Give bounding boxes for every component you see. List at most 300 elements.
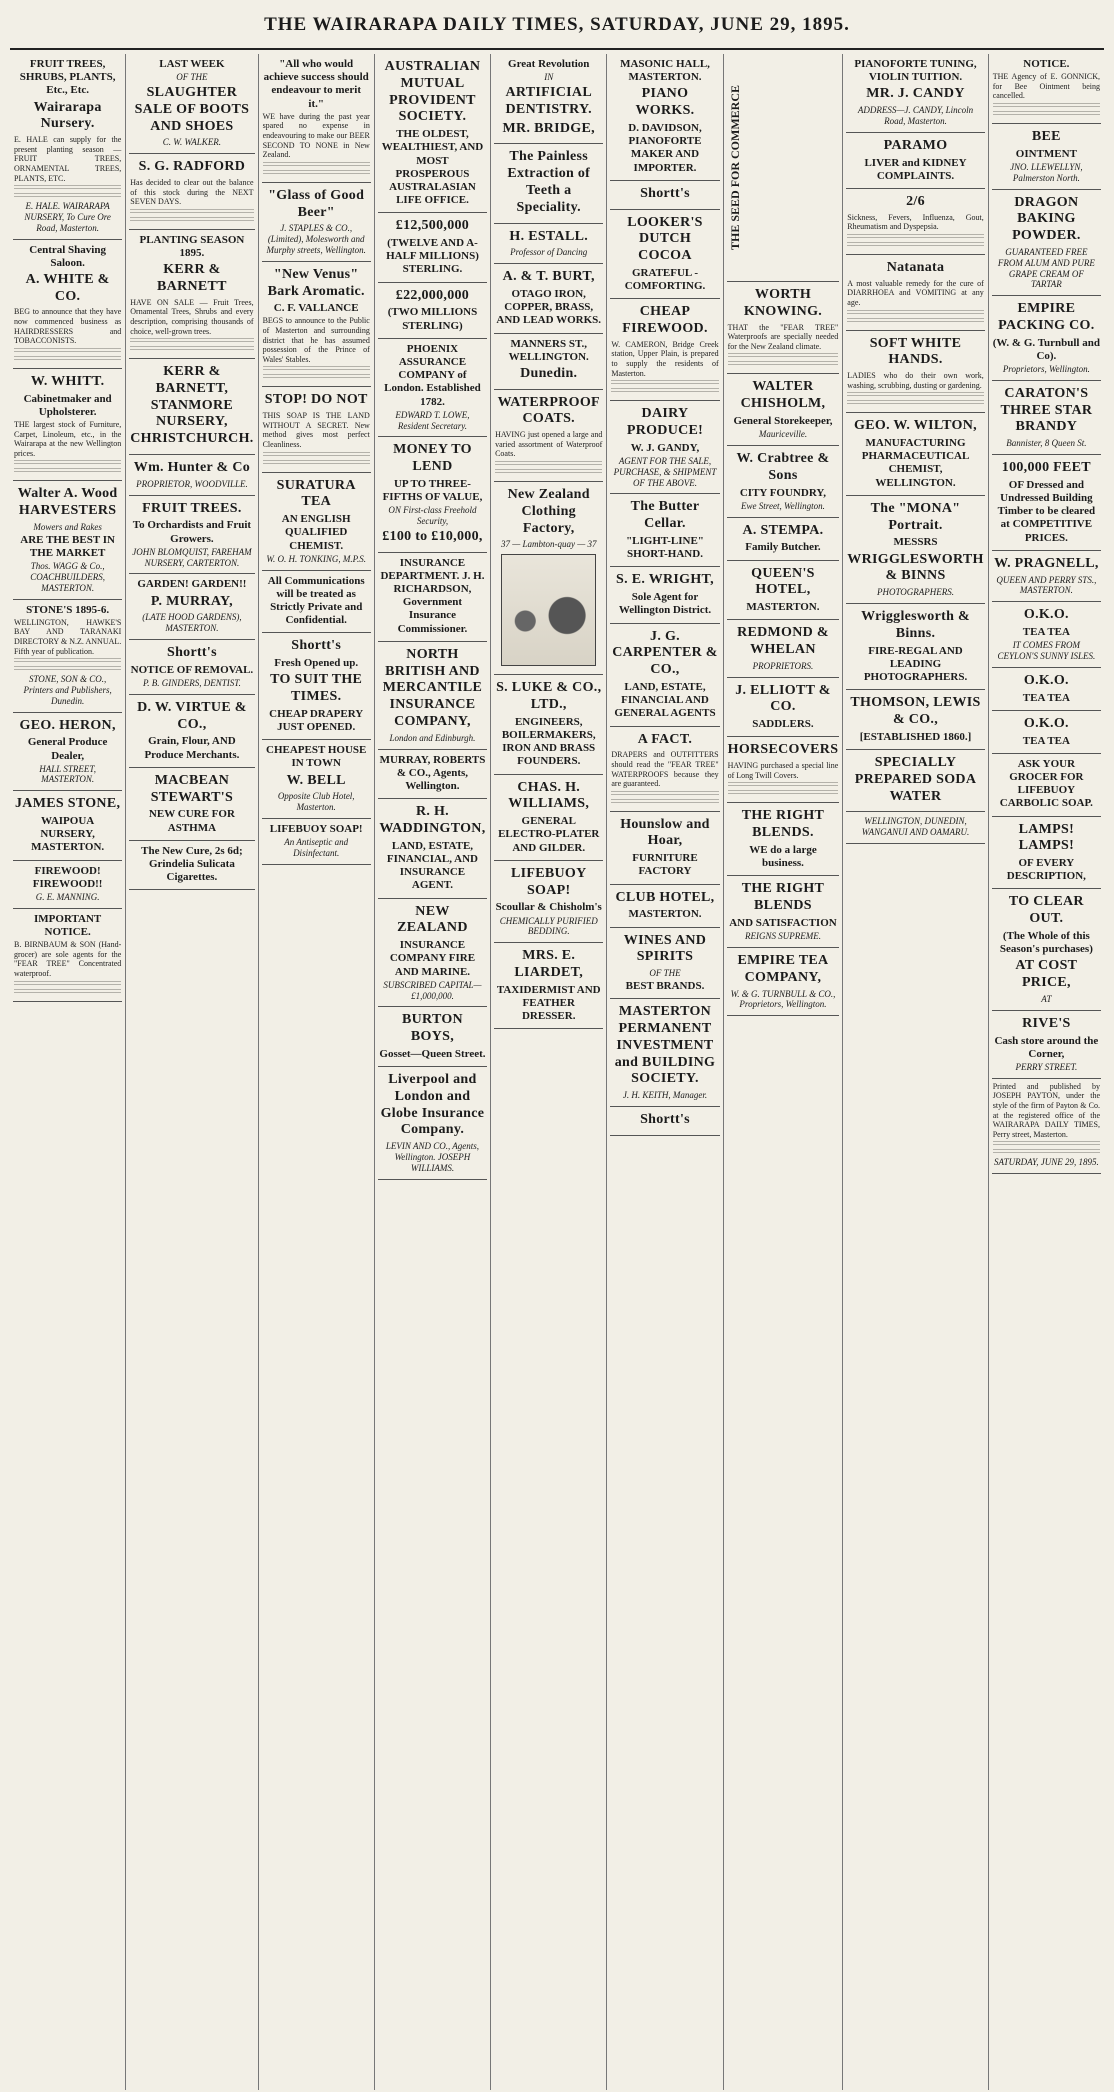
ad-big: Dunedin. (520, 365, 578, 381)
advertisement (846, 189, 984, 255)
ad-head: Central Shaving Saloon. (29, 243, 106, 269)
advertisement (494, 264, 603, 333)
ad-big: Liverpool and London and Globe Insurance Company. (380, 1072, 485, 1138)
ad-head: OINTMENT (1015, 147, 1077, 160)
text-filler (847, 234, 983, 240)
advertisement (13, 861, 122, 909)
ad-sub: London and Edinburgh. (389, 732, 476, 743)
ad-big: Shortt's (640, 185, 690, 201)
ad-sub: AT (1041, 994, 1052, 1005)
ad-big: BEE (1031, 128, 1061, 144)
ad-head: "LIGHT-LINE" SHORT-HAND. (626, 535, 704, 561)
advertisement (378, 642, 487, 750)
ad-head: Grain, Flour, AND Produce Merchants. (144, 735, 240, 761)
ad-sign: P. B. GINDERS, DENTIST. (142, 678, 241, 688)
ad-big: W. Crabtree & Sons (736, 450, 830, 483)
ad-big: O.K.O. (1023, 607, 1069, 623)
text-filler (847, 242, 983, 248)
ad-sub: (LATE HOOD GARDENS), MASTERTON. (142, 612, 242, 634)
ad-sign: SATURDAY, JUNE 29, 1895. (993, 1157, 1099, 1168)
ad-big: New Zealand Clothing Factory, (507, 487, 590, 536)
advertisement (494, 482, 603, 675)
advertisement (992, 455, 1101, 551)
ad-big2: TO SUIT THE TIMES. (270, 672, 363, 705)
ad-head: FRUIT TREES, SHRUBS, PLANTS, Etc., Etc. (19, 58, 116, 97)
ad-big: D. W. VIRTUE & CO., (137, 699, 247, 732)
ad-sub: IT COMES FROM CEYLON'S SUNNY ISLES. (997, 640, 1096, 661)
advertisement (494, 775, 603, 861)
ad-big: JAMES STONE, (15, 796, 121, 812)
advertisement (494, 675, 603, 774)
ad-head: C. F. VALLANCE (273, 302, 359, 315)
ad-sub: PROPRIETORS. (752, 660, 814, 671)
advertisement (610, 401, 719, 494)
ad-head: "All who would achieve success should endeavour to merit it." (263, 58, 369, 110)
ad-big: Hounslow and Hoar, (620, 816, 710, 849)
advertisement (378, 213, 487, 282)
masthead (10, 14, 1104, 50)
ad-big: MACBEAN STEWART'S (150, 772, 234, 805)
advertisement (992, 381, 1101, 455)
advertisement (992, 1011, 1101, 1079)
advertisement (727, 737, 840, 803)
advertisement (378, 1067, 487, 1180)
ad-sign: J. H. KEITH, Manager. (622, 1090, 708, 1101)
advertisement (727, 446, 840, 518)
ad-big: Walter A. Wood HARVESTERS (17, 486, 118, 519)
text-filler (611, 799, 718, 805)
text-filler (495, 469, 602, 475)
ad-head: Great Revolution (508, 58, 590, 70)
ad-head: Family Butcher. (745, 541, 821, 554)
ad-body: DRAPERS and OUTFITTERS should read the "FEAR TREE" WATERPROOFS because they are guaranteed. (611, 750, 719, 789)
ad-head: UP TO THREE-FIFTHS OF VALUE, (382, 477, 483, 504)
text-filler (130, 346, 253, 352)
advertisement (727, 803, 840, 876)
ad-big: A. STEMPA. (742, 522, 824, 538)
text-filler (263, 452, 370, 458)
advertisement (727, 620, 840, 677)
ad-head: General Storekeeper, (733, 414, 833, 427)
ad-head: TEA TEA (1022, 691, 1070, 704)
advertisement (13, 713, 122, 792)
ad-body: WELLINGTON, HAWKE'S BAY AND TARANAKI DIRECTORY & N.Z. ANNUAL. Fifth year of publication. (14, 617, 122, 656)
ad-head: MANNERS ST., WELLINGTON. (508, 337, 589, 363)
ad-big: A. WHITE & CO. (25, 271, 110, 304)
text-filler (993, 103, 1100, 109)
ad-rotated: THE SEED FOR COMMERCE (727, 84, 742, 250)
ad-big: REDMOND & WHELAN (737, 625, 829, 658)
ad-head: INSURANCE DEPARTMENT. J. H. RICHARDSON, Government Insurance Commissioner. (380, 556, 485, 635)
advertisement (262, 54, 371, 183)
advertisement (378, 339, 487, 438)
advertisement (378, 750, 487, 800)
advertisement (610, 999, 719, 1107)
ad-big: CARATON'S THREE STAR BRANDY (1000, 385, 1093, 435)
ad-body: Sickness, Fevers, Influenza, Gout, Rheumatism and Dyspepsia. (847, 212, 984, 232)
ad-big: DRAGON BAKING POWDER. (1012, 194, 1081, 244)
ad-big: SPECIALLY PREPARED SODA WATER (854, 754, 977, 804)
text-filler (263, 170, 370, 176)
ad-body: BEGS to announce to the Public of Masterton and surrounding district that he has assumed possession of the Prince of Wales' Stables. (262, 316, 370, 364)
ad-sub: AGENT FOR THE SALE, PURCHASE, & SHIPMENT OF THE ABOVE. (613, 456, 717, 488)
ad-head: Cash store around the Corner, (994, 1034, 1099, 1060)
advertisement (846, 750, 984, 812)
text-filler (130, 338, 253, 344)
ad-big: O.K.O. (1023, 672, 1069, 688)
ad-sub: Professor of Dancing (510, 247, 588, 258)
advertisement (610, 210, 719, 300)
ad-big: H. ESTALL. (509, 228, 589, 244)
ad-head: (TWELVE AND A-HALF MILLIONS) STERLING. (386, 237, 479, 276)
ad-head: MANUFACTURING PHARMACEUTICAL CHEMIST, WELLINGTON. (861, 437, 970, 489)
advertisement (129, 640, 254, 695)
ad-sub: OF THE (176, 72, 208, 83)
advertisement (129, 496, 254, 575)
advertisement (992, 668, 1101, 711)
text-filler (14, 658, 121, 664)
ad-sub: Mowers and Rakes (33, 522, 102, 532)
ad-big: "New Venus" Bark Aromatic. (267, 266, 365, 299)
ad-big: CHEAP FIREWOOD. (622, 304, 708, 337)
ad-sign: W. & G. TURNBULL & CO., Proprietors, Wellington. (730, 988, 836, 1010)
ad-big: 100,000 FEET (1001, 460, 1091, 476)
ad-big: P. MURRAY, (150, 593, 233, 609)
advertisement (262, 387, 371, 472)
ad-head: PHOENIX ASSURANCE COMPANY of London. Established 1782. (384, 342, 481, 408)
ad-big: S. LUKE & CO., LTD., (496, 680, 602, 713)
advertisement (378, 799, 487, 898)
ad-big: A. & T. BURT, (502, 269, 595, 285)
advertisement (129, 230, 254, 359)
text-filler (847, 318, 983, 324)
advertisement (13, 240, 122, 369)
ad-sub: PROPRIETOR, WOODVILLE. (136, 478, 248, 489)
ad-head: FIREWOOD! FIREWOOD!! (32, 864, 103, 890)
ad-body: HAVING purchased a special line of Long Twill Covers. (727, 761, 839, 780)
ad-big: Wrigglesworth & Binns. (861, 609, 970, 641)
advertisement (727, 678, 840, 738)
ad-head: LIFEBUOY SOAP! (269, 823, 363, 836)
ad-sub: ON First-class Freehold Security, (388, 505, 477, 527)
ad-head: WAIPOUA NURSERY, MASTERTON. (31, 815, 105, 854)
text-filler (263, 374, 370, 380)
advertisement (494, 144, 603, 223)
ad-head: SADDLERS. (752, 718, 814, 731)
ad-big: MR. J. CANDY (866, 86, 965, 102)
ad-body: LADIES who do their own work, washing, scrubbing, dusting or gardening. (847, 371, 984, 390)
advertisement (494, 861, 603, 943)
ad-head: ARE THE BEST IN THE MARKET (20, 533, 115, 559)
advertisement (610, 54, 719, 181)
column-9 (989, 54, 1104, 2090)
text-filler (611, 791, 718, 797)
advertisement (727, 54, 840, 282)
text-filler (14, 185, 121, 191)
ad-sign: E. HALE. WAIRARAPA NURSERY, To Cure Ore Road, Masterton. (24, 201, 111, 233)
advertisement (992, 602, 1101, 668)
ad-head: FIRE-REGAL AND LEADING PHOTOGRAPHERS. (863, 644, 968, 683)
text-filler (263, 162, 370, 168)
ad-body: THE largest stock of Furniture, Carpet, Linoleum, etc., in the Wairarapa at the new Wellington prices. (14, 420, 122, 458)
columns (10, 54, 1104, 2090)
column-5 (491, 54, 607, 2090)
advertisement (129, 455, 254, 496)
ad-sub: 37 — Lambton-quay — 37 (500, 539, 597, 550)
ad-sub: Mauriceville. (758, 429, 808, 440)
text-filler (14, 468, 121, 474)
advertisement (610, 812, 719, 885)
ad-head: W. J. GANDY, (630, 441, 700, 454)
ad-head2: CHEAP DRAPERY JUST OPENED. (269, 707, 364, 734)
advertisement (262, 473, 371, 571)
ad-big: The "MONA" Portrait. (870, 500, 961, 533)
ad-head2: D. DAVIDSON, PIANOFORTE MAKER AND IMPORTER. (628, 121, 702, 174)
advertisement (262, 262, 371, 388)
advertisement (846, 255, 984, 331)
ad-head: MASTERTON. (628, 908, 702, 921)
ad-big: THE RIGHT BLENDS (741, 881, 825, 914)
ad-big: A FACT. (637, 731, 693, 747)
advertisement (129, 154, 254, 230)
advertisement (610, 181, 719, 210)
ad-body: HAVE ON SALE — Fruit Trees, Ornamental Trees, Shrubs and every description, comprising thousands of choice, well-grown trees. (130, 297, 254, 336)
ad-big: EMPIRE TEA COMPANY, (737, 953, 829, 985)
ad-sign: G. E. MANNING. (35, 892, 100, 903)
advertisement (262, 740, 371, 819)
advertisement (727, 282, 840, 374)
ad-head: NOTICE. (1023, 58, 1070, 70)
ad-head: (W. & G. Turnbull and Co). (992, 336, 1100, 362)
advertisement (992, 889, 1101, 1010)
column-6 (607, 54, 723, 2090)
ad-big: CHAS. H. WILLIAMS, (508, 779, 590, 812)
ad-body: HAVING just opened a large and varied assortment of Waterproof Coats. (495, 430, 603, 459)
advertisement (727, 561, 840, 621)
text-filler (495, 461, 602, 467)
ad-big: LOOKER'S DUTCH COCOA (627, 214, 703, 264)
ad-head: BEST BRANDS. (625, 980, 705, 993)
ad-sub: Proprietors, Wellington. (1002, 364, 1090, 375)
advertisement (846, 496, 984, 604)
ad-big2: AT COST PRICE, (1015, 958, 1078, 991)
ad-head: MASONIC HALL, MASTERTON. (620, 58, 710, 84)
column-2 (126, 54, 258, 2090)
ad-head: MURRAY, ROBERTS & CO., Agents, Wellington. (379, 753, 486, 793)
ad-sub: Ewe Street, Wellington. (741, 500, 825, 511)
ad-big: HORSECOVERS (727, 742, 839, 758)
ad-head: TAXIDERMIST AND FEATHER DRESSER. (496, 983, 601, 1023)
ad-head: TEA TEA (1022, 626, 1070, 638)
ad-sub: PERRY STREET. (1015, 1062, 1078, 1072)
ad-big: QUEEN'S HOTEL, (751, 565, 815, 598)
advertisement (378, 54, 487, 213)
advertisement (727, 948, 840, 1016)
ad-big: W. PRAGNELL, (994, 555, 1099, 571)
ad-head: The New Cure, 2s 6d; Grindelia Sulicata Cigarettes. (141, 844, 243, 884)
ad-head: Scoullar & Chisholm's (495, 901, 602, 914)
advertisement (378, 553, 487, 642)
advertisement (610, 624, 719, 727)
ad-big: LAMPS! LAMPS! (1018, 821, 1075, 854)
ad-sign: J. STAPLES & CO., (Limited), Molesworth and Murphy streets, Wellington. (266, 223, 366, 255)
text-filler (993, 111, 1100, 117)
ad-head: General Produce Dealer, (27, 736, 108, 762)
ad-sub: An Antiseptic and Disinfectant. (284, 837, 349, 859)
ad-big: GEO. HERON, (19, 717, 116, 733)
machinery-illustration (501, 554, 596, 666)
ad-big: THE RIGHT BLENDS. (741, 808, 825, 841)
ad-head: WE do a large business. (749, 844, 817, 870)
ad-head: All Communications will be treated as Strictly Private and Confidential. (267, 574, 365, 627)
ad-big: WATERPROOF COATS. (497, 394, 600, 427)
advertisement (378, 1007, 487, 1067)
ad-big2: £100 to £10,000, (382, 528, 483, 544)
ad-big: S. G. RADFORD (138, 159, 246, 175)
advertisement (494, 390, 603, 482)
advertisement (846, 413, 984, 496)
advertisement (846, 812, 984, 844)
advertisement (378, 437, 487, 552)
ad-body: WE have during the past year spared no expense in endeavouring to make our BEER SECOND TO NONE in New Zealand. (262, 111, 370, 160)
ad-sign: JNO. LLEWELLYN, Palmerston North. (1010, 161, 1083, 183)
ad-head: GENERAL ELECTRO-PLATER AND GILDER. (498, 815, 600, 854)
ad-head: To Orchardists and Fruit Growers. (132, 519, 252, 545)
ad-big: W. BELL (286, 772, 346, 788)
advertisement (992, 124, 1101, 190)
advertisement (262, 183, 371, 262)
column-7 (724, 54, 844, 2090)
advertisement (992, 817, 1101, 890)
text-filler (14, 460, 121, 466)
ad-big: NORTH BRITISH AND MERCANTILE INSURANCE COMPANY, (382, 646, 483, 730)
ad-big: Shortt's (640, 1112, 690, 1127)
advertisement (262, 819, 371, 865)
ad-big: LIFEBUOY SOAP! (510, 865, 587, 898)
ad-big: SLAUGHTER SALE OF BOOTS AND SHOES (134, 84, 250, 134)
text-filler (993, 1149, 1100, 1155)
column-1 (10, 54, 126, 2090)
ad-big: S. E. WRIGHT, (616, 572, 714, 588)
ad-head: TEA TEA (1022, 734, 1070, 747)
advertisement (992, 754, 1101, 817)
ad-head: THE OLDEST, WEALTHIEST, AND MOST PROSPEROUS AUSTRALASIAN LIFE OFFICE. (381, 128, 484, 207)
ad-head: GRATEFUL - COMFORTING. (624, 266, 706, 293)
ad-big: £12,500,000 (395, 218, 470, 234)
text-filler (14, 356, 121, 362)
ad-big: SOFT WHITE HANDS. (869, 335, 962, 368)
ad-head: LIVER and KIDNEY COMPLAINTS. (864, 156, 967, 182)
ad-head: LAND, ESTATE, FINANCIAL, AND INSURANCE AGENT. (386, 839, 478, 892)
ad-sign: EDWARD T. LOWE, Resident Secretary. (395, 409, 470, 431)
advertisement (992, 551, 1101, 602)
ad-big: BURTON BOYS, (401, 1012, 463, 1045)
advertisement (610, 494, 719, 567)
ad-sub: Opposite Club Hotel, Masterton. (277, 791, 355, 813)
ad-head: AND SATISFACTION (729, 917, 837, 930)
text-filler (263, 366, 370, 372)
ad-sign: W. O. H. TONKING, M.P.S. (266, 553, 366, 564)
page-title: THE WAIRARAPA DAILY TIMES, SATURDAY, JUNE 29, 1895. (264, 14, 850, 35)
ad-head: OF EVERY DESCRIPTION, (1006, 857, 1086, 883)
text-filler (263, 460, 370, 466)
advertisement (129, 574, 254, 640)
column-8 (843, 54, 988, 2090)
ad-big: TO CLEAR OUT. (1008, 894, 1084, 927)
ad-big: Wairarapa Nursery. (33, 99, 102, 132)
advertisement (846, 604, 984, 690)
ad-sub: SUBSCRIBED CAPITAL—£1,000,000. (383, 979, 482, 1001)
ad-big: J. ELLIOTT & CO. (735, 682, 831, 715)
ad-body: THE Agency of E. GONNICK, for Bee Ointment being cancelled. (992, 72, 1100, 101)
advertisement (846, 690, 984, 750)
text-filler (993, 1141, 1100, 1147)
ad-big: The Butter Cellar. (630, 499, 700, 532)
ad-big: £22,000,000 (395, 287, 470, 303)
ad-head: NEW CURE FOR ASTHMA (148, 808, 235, 834)
text-filler (14, 348, 121, 354)
ad-sub: OF THE (649, 968, 681, 979)
advertisement (129, 841, 254, 891)
text-filler (728, 361, 839, 367)
advertisement (846, 331, 984, 414)
ad-big: "Glass of Good Beer" (268, 187, 365, 220)
ad-sign: JOHN BLOMQUIST, FAREHAM NURSERY, CARTERTON. (132, 546, 252, 568)
ad-big: DAIRY PRODUCE! (626, 406, 704, 439)
text-filler (847, 392, 983, 398)
column-4 (375, 54, 491, 2090)
text-filler (847, 310, 983, 316)
advertisement (727, 374, 840, 446)
ad-big: NEW ZEALAND (397, 903, 468, 936)
ad-head: CHEAPEST HOUSE IN TOWN (266, 744, 367, 770)
advertisement (129, 54, 254, 154)
ad-body: W. CAMERON, Bridge Creek station, Upper Plain, is prepared to supply the residents of Masterton. (611, 339, 719, 378)
advertisement (846, 54, 984, 133)
ad-sub: Bannister, 8 Queen St. (1006, 438, 1087, 449)
advertisement (13, 600, 122, 713)
ad-big: STOP! DO NOT (264, 392, 368, 408)
ad-sub: CHEMICALLY PURIFIED BEDDING. (499, 915, 598, 937)
ad-sign: STONE, SON & CO., Printers and Publishers, Dunedin. (23, 674, 112, 706)
ad-big: WORTH KNOWING. (743, 287, 823, 319)
ad-head: MESSRS (893, 536, 938, 549)
ad-sub: QUEEN AND PERRY STS., MASTERTON. (996, 574, 1097, 596)
advertisement (378, 899, 487, 1008)
text-filler (728, 790, 839, 796)
ad-sign: WELLINGTON, DUNEDIN, WANGANUI AND OAMARU. (861, 816, 970, 838)
ad-big: MRS. E. LIARDET, (514, 948, 584, 980)
ad-sign: ADDRESS—J. CANDY, Lincoln Road, Masterton. (857, 105, 974, 126)
ad-sub: IN (544, 72, 554, 83)
ad-big: AUSTRALIAN MUTUAL PROVIDENT SOCIETY. (384, 59, 481, 125)
advertisement (610, 727, 719, 812)
ad-sign: Thos. WAGG & Co., COACHBUILDERS, MASTERTON. (30, 561, 105, 593)
ad-head: ENGINEERS, BOILERMAKERS, IRON AND BRASS FOUNDERS. (501, 715, 596, 768)
text-filler (728, 782, 839, 788)
advertisement (494, 54, 603, 144)
ad-big: Shortt's (166, 645, 217, 661)
ad-big: MASTERTON PERMANENT INVESTMENT and BUILDING SOCIETY. (614, 1004, 716, 1087)
ad-big: Wm. Hunter & Co (133, 460, 251, 476)
advertisement (992, 1079, 1101, 1174)
advertisement (13, 369, 122, 482)
advertisement (13, 54, 122, 240)
advertisement (992, 54, 1101, 124)
ad-body: BEG to announce that they have now commenced business as HAIRDRESSERS and TOBACCONISTS. (14, 307, 122, 346)
ad-big: W. WHITT. (30, 373, 105, 389)
text-filler (14, 981, 121, 987)
